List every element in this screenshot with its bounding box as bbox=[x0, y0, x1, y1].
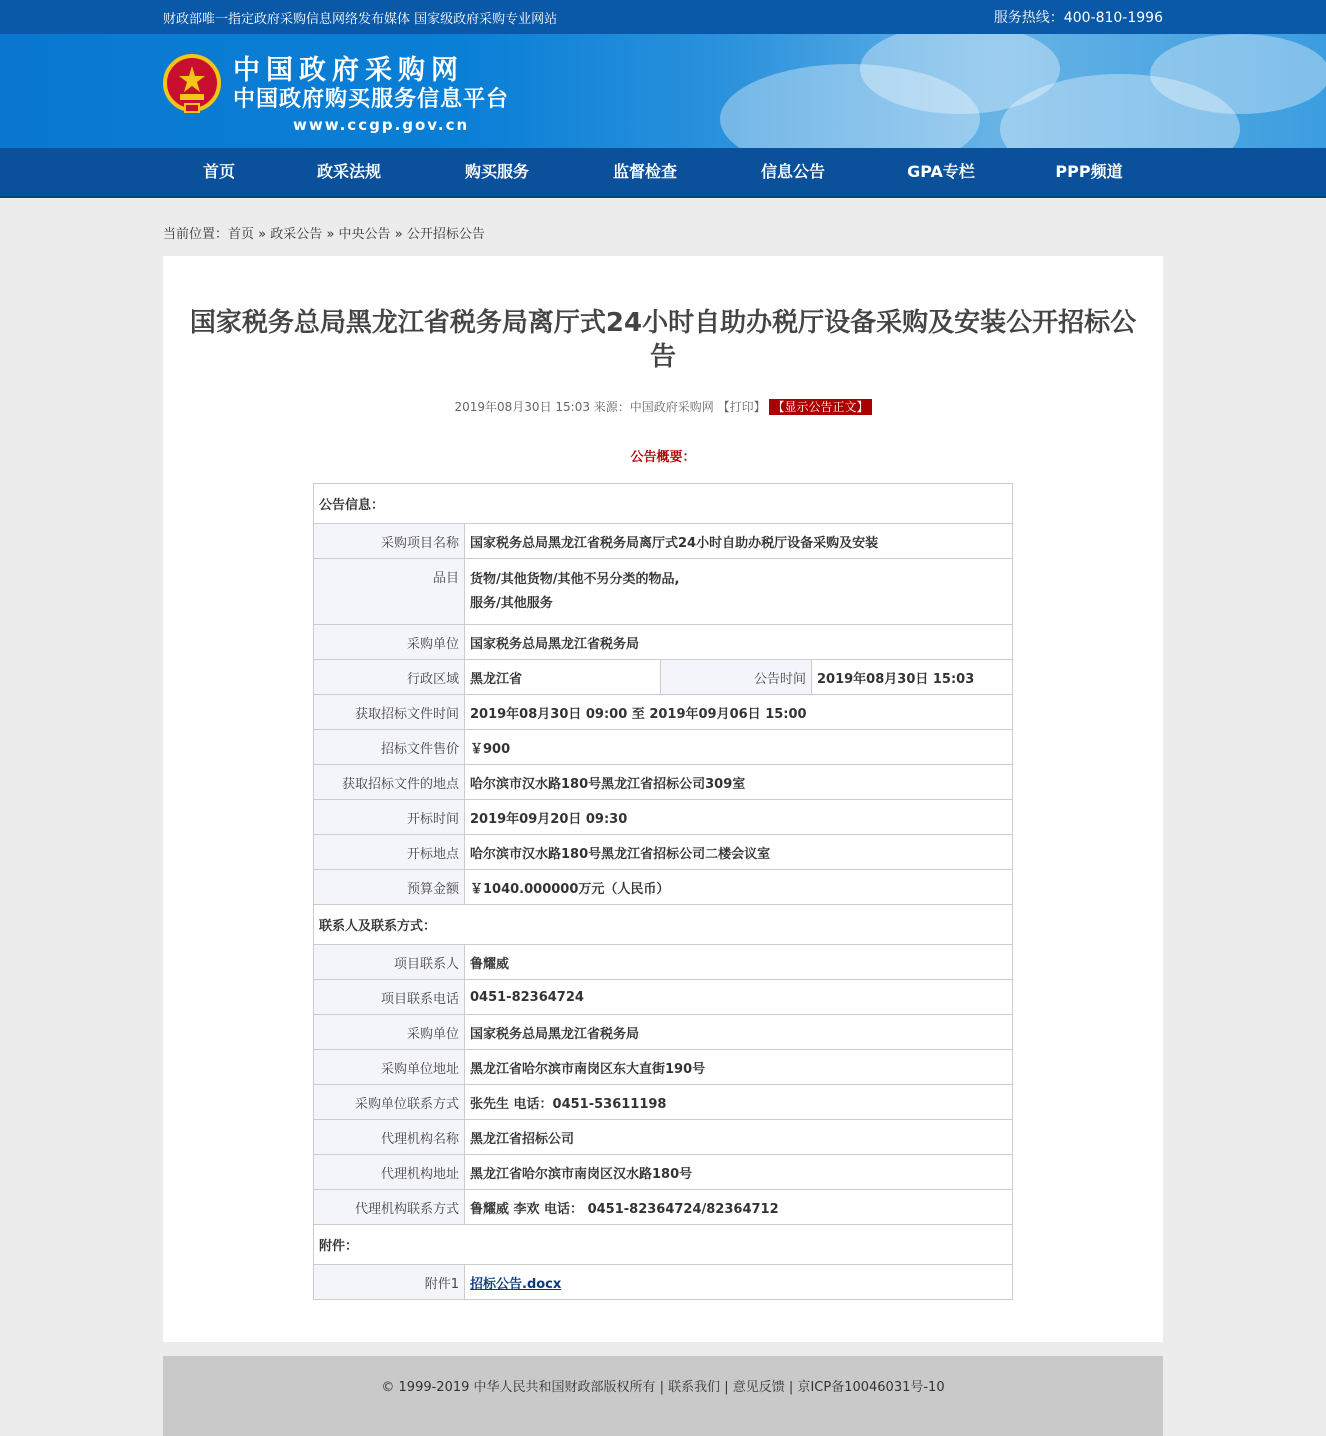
doc-place-value: 哈尔滨市汉水路180号黑龙江省招标公司309室 bbox=[465, 765, 1013, 800]
service-hotline: 服务热线：400-810-1996 bbox=[993, 10, 1163, 26]
logo-title: 中国政府采购网 bbox=[233, 55, 464, 86]
table-row bbox=[314, 765, 1013, 800]
breadcrumb-prefix: 当前位置： bbox=[163, 227, 229, 242]
nav-gpa[interactable]: GPA专栏 bbox=[907, 162, 975, 181]
table-row bbox=[314, 1265, 1013, 1300]
table-row bbox=[314, 660, 1013, 695]
breadcrumb-home[interactable]: 首页 bbox=[228, 227, 255, 242]
breadcrumb-sep: » bbox=[258, 227, 267, 242]
article-title: 国家税务总局黑龙江省税务局离厅式24小时自助办税厅设备采购及安装公开招标公告 bbox=[189, 308, 1137, 372]
buyer-label: 采购单位 bbox=[314, 1015, 465, 1050]
open-place-label: 开标地点 bbox=[314, 835, 465, 870]
agency-name-label: 代理机构名称 bbox=[314, 1120, 465, 1155]
agency-address-value: 黑龙江省哈尔滨市南岗区汉水路180号 bbox=[465, 1155, 1013, 1190]
attachment-label: 附件1 bbox=[314, 1265, 465, 1300]
site-footer: © 1999-2019 中华人民共和国财政部版权所有 | 联系我们 | 意见反馈 | 京ICP备10046031号-10 bbox=[163, 1356, 1163, 1436]
agency-name-value: 黑龙江省招标公司 bbox=[465, 1120, 1013, 1155]
table-row bbox=[314, 800, 1013, 835]
print-link[interactable]: 【打印】 bbox=[717, 400, 766, 414]
breadcrumb-sep: » bbox=[394, 227, 403, 242]
table-row bbox=[314, 980, 1013, 1015]
category-line: 服务/其他服务 bbox=[470, 595, 553, 611]
table-row bbox=[314, 1050, 1013, 1085]
nav-ppp[interactable]: PPP频道 bbox=[1055, 162, 1123, 181]
buyer-address-value: 黑龙江省哈尔滨市南岗区东大直街190号 bbox=[465, 1050, 1013, 1085]
table-row bbox=[314, 1190, 1013, 1225]
breadcrumb-open-tender[interactable]: 公开招标公告 bbox=[406, 227, 485, 242]
breadcrumb-announcements[interactable]: 政采公告 bbox=[270, 227, 323, 242]
category-label: 品目 bbox=[314, 559, 465, 625]
nav-regulations[interactable]: 政采法规 bbox=[316, 162, 381, 181]
table-row bbox=[314, 730, 1013, 765]
nav-supervision[interactable]: 监督检查 bbox=[612, 162, 677, 181]
logo-subtitle: 中国政府购买服务信息平台 bbox=[233, 87, 510, 112]
site-logo[interactable] bbox=[233, 56, 509, 136]
doc-time-label: 获取招标文件时间 bbox=[314, 695, 465, 730]
table-row bbox=[314, 484, 1013, 524]
site-slogan: 财政部唯一指定政府采购信息网络发布媒体 国家级政府采购专业网站 bbox=[163, 11, 558, 27]
buyer-value: 国家税务总局黑龙江省税务局 bbox=[465, 625, 1013, 660]
table-row bbox=[314, 524, 1013, 559]
table-row bbox=[314, 695, 1013, 730]
open-time-label: 开标时间 bbox=[314, 800, 465, 835]
table-row bbox=[314, 905, 1013, 945]
national-emblem-logo[interactable] bbox=[163, 54, 221, 116]
table-row bbox=[314, 625, 1013, 660]
buyer-value: 国家税务总局黑龙江省税务局 bbox=[465, 1015, 1013, 1050]
publish-time-label: 公告时间 bbox=[661, 660, 812, 695]
project-contact-value: 鲁耀威 bbox=[465, 945, 1013, 980]
table-row bbox=[314, 1225, 1013, 1265]
site-banner bbox=[0, 34, 1326, 148]
publish-date: 2019年08月30日 15:03 bbox=[454, 400, 590, 414]
buyer-address-label: 采购单位地址 bbox=[314, 1050, 465, 1085]
table-row bbox=[314, 870, 1013, 905]
table-row bbox=[314, 1085, 1013, 1120]
budget-label: 预算金额 bbox=[314, 870, 465, 905]
section-contacts: 联系人及联系方式： bbox=[314, 905, 1013, 945]
logo-url: www.ccgp.gov.cn bbox=[293, 116, 470, 134]
project-name-value: 国家税务总局黑龙江省税务局离厅式24小时自助办税厅设备采购及安装 bbox=[465, 524, 1013, 559]
section-announcement-info: 公告信息： bbox=[314, 484, 1013, 524]
nav-announcements[interactable]: 信息公告 bbox=[760, 162, 825, 181]
project-contact-label: 项目联系人 bbox=[314, 945, 465, 980]
show-full-text-button[interactable]: 【显示公告正文】 bbox=[769, 399, 871, 415]
table-row bbox=[314, 945, 1013, 980]
project-phone-value: 0451-82364724 bbox=[465, 980, 1013, 1015]
doc-place-label: 获取招标文件的地点 bbox=[314, 765, 465, 800]
article-source: 来源：中国政府采购网 bbox=[593, 400, 714, 414]
category-value bbox=[465, 559, 1013, 625]
agency-contact-value: 鲁耀威 李欢 电话： 0451-82364724/82364712 bbox=[465, 1190, 1013, 1225]
buyer-contact-value: 张先生 电话：0451-53611198 bbox=[465, 1085, 1013, 1120]
open-time-value: 2019年09月20日 09:30 bbox=[465, 800, 1013, 835]
buyer-contact-label: 采购单位联系方式 bbox=[314, 1085, 465, 1120]
doc-price-label: 招标文件售价 bbox=[314, 730, 465, 765]
open-place-value: 哈尔滨市汉水路180号黑龙江省招标公司二楼会议室 bbox=[465, 835, 1013, 870]
breadcrumb-sep: » bbox=[326, 227, 335, 242]
attachment-link[interactable]: 招标公告.docx bbox=[470, 1276, 562, 1292]
publish-time-value: 2019年08月30日 15:03 bbox=[812, 660, 1013, 695]
agency-address-label: 代理机构地址 bbox=[314, 1155, 465, 1190]
table-row bbox=[314, 1015, 1013, 1050]
table-row bbox=[314, 1120, 1013, 1155]
summary-heading: 公告概要： bbox=[630, 450, 696, 465]
article-container bbox=[163, 256, 1163, 1342]
breadcrumb bbox=[163, 198, 1163, 256]
project-name-label: 采购项目名称 bbox=[314, 524, 465, 559]
agency-contact-label: 代理机构联系方式 bbox=[314, 1190, 465, 1225]
announcement-summary-table bbox=[313, 483, 1013, 1300]
section-attachments: 附件： bbox=[314, 1225, 1013, 1265]
article-meta bbox=[163, 398, 1163, 415]
project-phone-label: 项目联系电话 bbox=[314, 980, 465, 1015]
table-row bbox=[314, 1155, 1013, 1190]
nav-purchase-service[interactable]: 购买服务 bbox=[464, 162, 529, 181]
doc-price-value: ￥900 bbox=[465, 730, 1013, 765]
nav-home[interactable]: 首页 bbox=[202, 162, 235, 181]
top-info-bar bbox=[0, 0, 1326, 34]
table-row bbox=[314, 559, 1013, 625]
breadcrumb-central[interactable]: 中央公告 bbox=[338, 227, 391, 242]
budget-value: ￥1040.000000万元（人民币） bbox=[465, 870, 1013, 905]
region-label: 行政区域 bbox=[314, 660, 465, 695]
attachment-cell bbox=[465, 1265, 1013, 1300]
region-value: 黑龙江省 bbox=[465, 660, 661, 695]
main-nav bbox=[0, 148, 1326, 198]
table-row bbox=[314, 835, 1013, 870]
doc-time-value: 2019年08月30日 09:00 至 2019年09月06日 15:00 bbox=[465, 695, 1013, 730]
buyer-label: 采购单位 bbox=[314, 625, 465, 660]
category-line: 货物/其他货物/其他不另分类的物品, bbox=[470, 571, 680, 587]
